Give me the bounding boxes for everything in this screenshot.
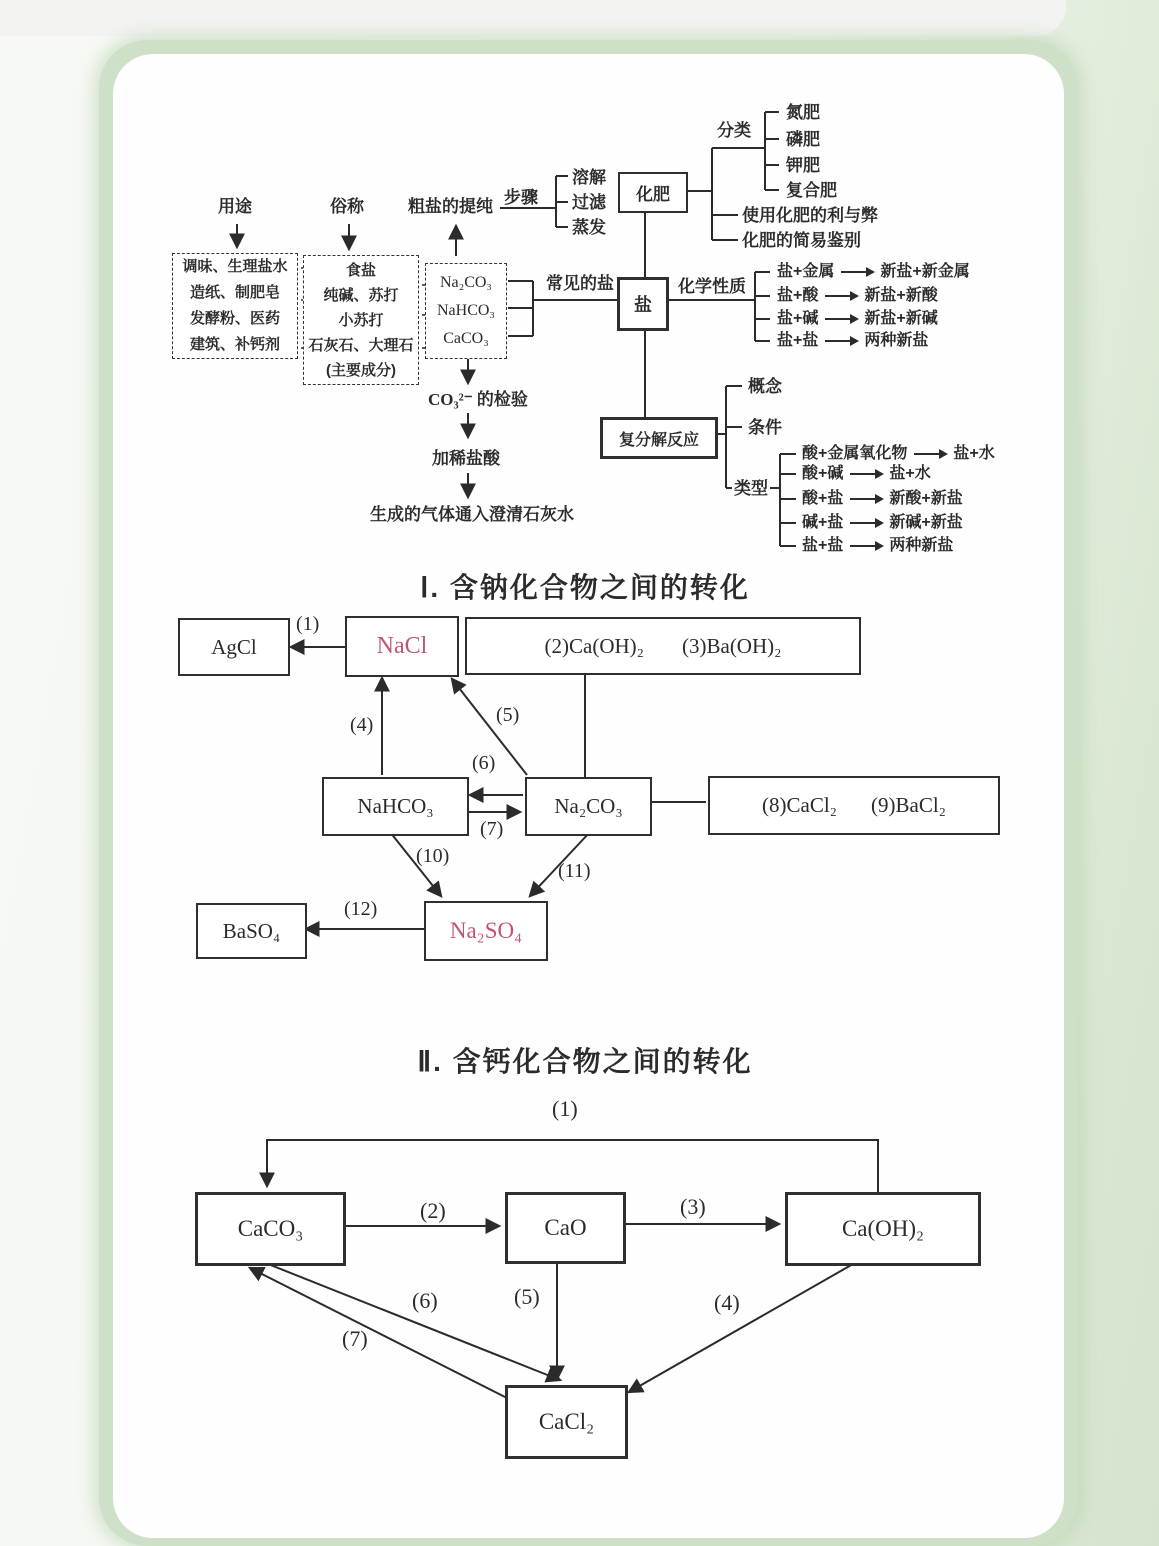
right-arrow-icon <box>914 453 946 455</box>
node-fertilizer <box>618 172 688 213</box>
reaction-left: 碱+盐 <box>802 514 844 531</box>
reaction-right: 两种新盐 <box>864 332 929 349</box>
usage-item: 建筑、补钙剂 <box>189 336 280 353</box>
section2-title: Ⅱ. 含钙化合物之间的转化 <box>417 1046 753 1077</box>
s1-label-1: (1) <box>296 613 320 635</box>
salt-property-row <box>777 310 938 328</box>
usage-item: 发酵粉、医药 <box>189 310 280 327</box>
alias-item: 食盐 <box>345 261 376 279</box>
node-cacl2 <box>505 1385 628 1459</box>
carbonate-test-step1: 加稀盐酸 <box>432 449 500 468</box>
metathesis-condition: 条件 <box>748 418 782 437</box>
formula-text: Na₂SO₄ <box>449 918 523 943</box>
reaction-left: 酸+碱 <box>802 465 844 482</box>
compound-item: Na₂CO₃ <box>439 274 493 291</box>
right-arrow-icon <box>850 473 882 475</box>
compound-item: NaHCO₃ <box>436 302 495 319</box>
salt-property-row <box>777 287 938 305</box>
node-caoh2 <box>785 1192 981 1266</box>
reaction-right: 两种新盐 <box>889 537 954 554</box>
formula-text: AgCl <box>211 634 257 659</box>
alias-list-box <box>303 255 419 385</box>
node-agcl <box>178 618 290 676</box>
reaction-left: 盐+酸 <box>777 287 819 304</box>
salt-property-row <box>777 263 970 281</box>
node-caoh2-baoh2 <box>465 617 861 675</box>
reaction-left: 盐+碱 <box>777 310 819 327</box>
metathesis-type-row <box>802 445 995 463</box>
reaction-left: 盐+盐 <box>777 332 819 349</box>
node-baso4 <box>196 903 307 959</box>
compound-item: CaCO₃ <box>443 330 489 347</box>
reaction-left: 盐+盐 <box>802 537 844 554</box>
purify-step: 过滤 <box>572 193 606 212</box>
reaction-right: 盐+水 <box>953 445 995 462</box>
purify-step: 溶解 <box>572 168 606 187</box>
section1-title: Ⅰ. 含钠化合物之间的转化 <box>420 572 750 603</box>
formula-text: Na₂CO₃ <box>554 794 623 818</box>
s2-label-4: (4) <box>714 1290 740 1315</box>
s2-label-6: (6) <box>412 1288 438 1313</box>
node-cacl2-bacl2 <box>708 776 1000 835</box>
s1-label-7: (7) <box>480 818 504 840</box>
reaction-right: 新碱+新盐 <box>889 514 963 531</box>
fertilizer-type: 钾肥 <box>786 156 820 175</box>
s2-arrow-4 <box>629 1260 860 1392</box>
s1-label-5: (5) <box>496 704 520 726</box>
right-arrow-icon <box>850 498 882 500</box>
s2-label-3: (3) <box>680 1194 706 1219</box>
reaction-right: 新酸+新盐 <box>889 490 963 507</box>
metathesis-types-label: 类型 <box>734 479 768 498</box>
metathesis-type-row <box>802 514 963 532</box>
s1-label-10: (10) <box>416 845 450 867</box>
salt-label: 盐 <box>634 295 652 315</box>
s2-label-2: (2) <box>420 1198 446 1223</box>
metathesis-type-row <box>802 537 953 555</box>
formula-text: NaHCO₃ <box>357 794 434 818</box>
s2-label-7: (7) <box>342 1326 368 1351</box>
alias-item: 石灰石、大理石 <box>308 336 414 354</box>
s2-arrow-6 <box>263 1262 560 1380</box>
s2-arrow-7 <box>250 1268 507 1398</box>
s2-arrow-1 <box>267 1140 878 1192</box>
chem-props-label: 化学性质 <box>678 277 746 296</box>
alias-item: 小苏打 <box>338 311 384 329</box>
classify-label: 分类 <box>717 121 751 140</box>
formula-text: CaCl₂ <box>538 1409 595 1434</box>
salt-property-row <box>777 332 928 350</box>
purify-title: 粗盐的提纯 <box>408 197 493 216</box>
s2-label-1: (1) <box>552 1096 578 1121</box>
metathesis-type-row <box>802 490 963 508</box>
right-arrow-icon <box>825 340 857 342</box>
s1-label-12: (12) <box>344 898 378 920</box>
compound-list-box <box>425 263 507 359</box>
purify-step: 蒸发 <box>572 218 606 237</box>
reaction-right: 盐+水 <box>889 465 931 482</box>
node-na2so4 <box>424 901 548 961</box>
usage-item: 调味、生理盐水 <box>182 258 288 275</box>
fertilizer-pros-cons: 使用化肥的利与弊 <box>742 206 878 225</box>
common-salts-label: 常见的盐 <box>546 274 614 293</box>
metathesis-type-row <box>802 465 931 483</box>
right-arrow-icon <box>841 271 873 273</box>
s1-label-6: (6) <box>472 752 496 774</box>
s2-label-5: (5) <box>514 1284 540 1309</box>
reaction-right: 新盐+新金属 <box>880 263 970 280</box>
fertilizer-type: 复合肥 <box>786 181 837 200</box>
usage-list-box <box>172 253 298 359</box>
alias-item: (主要成分) <box>326 361 396 379</box>
reaction-left: 盐+金属 <box>777 263 835 280</box>
node-salt <box>617 277 669 331</box>
formula-text: (8)CaCl₂ <box>762 793 837 817</box>
fertilizer-type: 氮肥 <box>786 103 820 122</box>
fertilizer-label: 化肥 <box>636 185 670 204</box>
node-nahco3 <box>322 777 469 836</box>
reaction-left: 酸+盐 <box>802 490 844 507</box>
fertilizer-type: 磷肥 <box>786 130 820 149</box>
metathesis-concept: 概念 <box>748 377 782 396</box>
right-arrow-icon <box>850 522 882 524</box>
formula-text: (3)Ba(OH)₂ <box>682 633 782 658</box>
formula-text: (9)BaCl₂ <box>871 793 946 817</box>
formula-text: CaO <box>544 1215 587 1240</box>
s1-label-11: (11) <box>558 860 591 882</box>
node-metathesis <box>600 417 718 459</box>
formula-text: Ca(OH)₂ <box>841 1216 925 1241</box>
right-arrow-icon <box>825 318 857 320</box>
node-na2co3 <box>525 777 652 836</box>
formula-text: BaSO₄ <box>222 918 281 943</box>
node-nacl <box>345 616 459 677</box>
node-cao <box>505 1192 626 1264</box>
carbonate-test-title: CO₃²⁻ 的检验 <box>428 390 528 409</box>
alias-label: 俗称 <box>330 197 364 216</box>
usage-item: 造纸、制肥皂 <box>189 284 280 301</box>
right-arrow-icon <box>825 295 857 297</box>
alias-item: 纯碱、苏打 <box>323 286 399 304</box>
purify-steps-label: 步骤 <box>504 188 538 207</box>
reaction-right: 新盐+新酸 <box>864 287 938 304</box>
s1-label-4: (4) <box>350 714 374 736</box>
node-caco3 <box>195 1192 346 1266</box>
formula-text: (2)Ca(OH)₂ <box>544 633 644 658</box>
formula-text: NaCl <box>376 633 428 659</box>
carbonate-test-step2: 生成的气体通入澄清石灰水 <box>370 505 574 524</box>
usage-label: 用途 <box>218 197 252 216</box>
fertilizer-identify: 化肥的简易鉴别 <box>742 231 861 250</box>
right-arrow-icon <box>850 545 882 547</box>
formula-text: CaCO₃ <box>237 1216 304 1241</box>
reaction-right: 新盐+新碱 <box>864 310 938 327</box>
reaction-left: 酸+金属氧化物 <box>802 445 908 462</box>
metathesis-label: 复分解反应 <box>618 431 699 449</box>
